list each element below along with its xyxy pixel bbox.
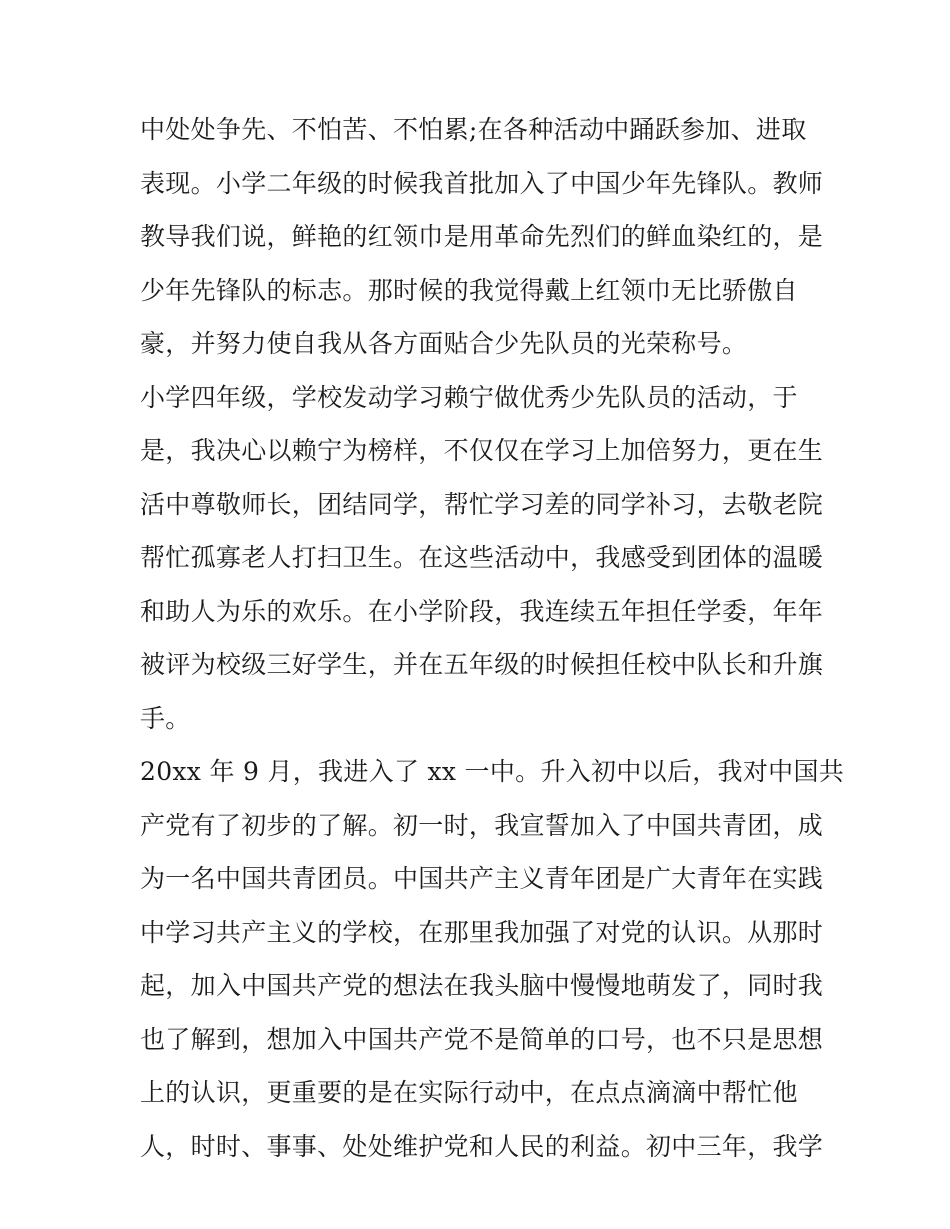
paragraph-start-line: 小学四年级，学校发动学习赖宁做优秀少先队员的活动，于 bbox=[140, 382, 798, 412]
text-line: 教导我们说，鲜艳的红领巾是用革命先烈们的鲜血染红的，是 bbox=[140, 222, 824, 251]
text-line: 少年先锋队的标志。那时候的我觉得戴上红领巾无比骄傲自 bbox=[140, 275, 798, 305]
text-line: 是，我决心以赖宁为榜样，不仅仅在学习上加倍努力，更在生 bbox=[140, 436, 824, 465]
text-line: 和助人为乐的欢乐。在小学阶段，我连续五年担任学委，年年 bbox=[140, 596, 824, 626]
text-line: 帮忙孤寡老人打扫卫生。在这些活动中，我感受到团体的温暖 bbox=[140, 543, 824, 572]
text-line: 产党有了初步的了解。初一时，我宣誓加入了中国共青团，成 bbox=[140, 810, 824, 840]
text-line: 豪，并努力使自我从各方面贴合少先队员的光荣称号。 bbox=[140, 329, 748, 358]
text-line: 中处处争先、不怕苦、不怕累;在各种活动中踊跃参加、进取 bbox=[140, 115, 807, 144]
text-line: 被评为校级三好学生，并在五年级的时候担任校中队长和升旗 bbox=[140, 650, 824, 679]
paragraph-start-line: 20xx 年 9 月，我进入了 xx 一中。升入初中以后，我对中国共 bbox=[140, 757, 845, 786]
text-line: 手。 bbox=[140, 703, 191, 733]
text-line: 起，加入中国共产党的想法在我头脑中慢慢地萌发了，同时我 bbox=[140, 971, 824, 1000]
text-line: 上的认识，更重要的是在实际行动中，在点点滴滴中帮忙他 bbox=[140, 1078, 798, 1107]
text-line: 表现。小学二年级的时候我首批加入了中国少年先锋队。教师 bbox=[140, 168, 824, 198]
text-line: 为一名中国共青团员。中国共产主义青年团是广大青年在实践 bbox=[140, 864, 824, 893]
text-line: 人，时时、事事、处处维护党和人民的利益。初中三年，我学 bbox=[140, 1131, 824, 1161]
document-body bbox=[140, 103, 845, 1173]
text-line: 活中尊敬师长，团结同学，帮忙学习差的同学补习，去敬老院 bbox=[140, 489, 824, 519]
text-line: 中学习共产主义的学校，在那里我加强了对党的认识。从那时 bbox=[140, 917, 824, 947]
text-line: 也了解到，想加入中国共产党不是简单的口号，也不只是思想 bbox=[140, 1024, 824, 1054]
